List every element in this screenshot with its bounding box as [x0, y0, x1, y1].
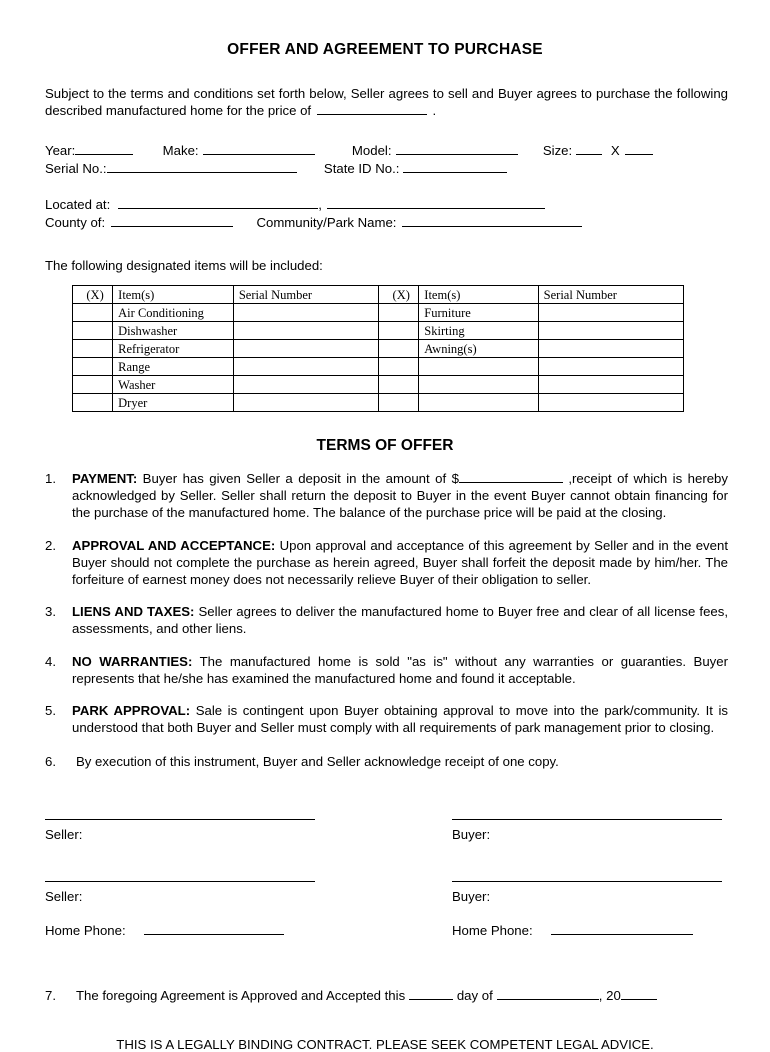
- seller-home-phone-label: Home Phone:: [45, 922, 126, 938]
- legal-notice: THIS IS A LEGALLY BINDING CONTRACT. PLEASE SEEK COMPETENT LEGAL ADVICE.: [116, 1036, 654, 1052]
- header-serial-left: Serial Number: [233, 286, 378, 304]
- price-blank-field[interactable]: [317, 103, 427, 115]
- clause-text: The manufactured home is sold "as is" without any warranties or guaranties. Buyer represents that he/she has examined the manufactured home and found it acceptable.: [72, 653, 728, 686]
- clause-body: [76, 753, 728, 770]
- checkbox-cell-right[interactable]: [379, 394, 419, 412]
- item-label-left: Range: [113, 358, 234, 376]
- clause-park-approval: [0, 702, 770, 736]
- table-row: [73, 304, 684, 322]
- serial-no-label: Serial No.:: [45, 161, 107, 176]
- county-of-label: County of:: [45, 215, 106, 230]
- approval-day-input[interactable]: [409, 988, 453, 1000]
- buyer-signature-column: [452, 819, 722, 938]
- item-label-right: Skirting: [419, 322, 538, 340]
- checkbox-cell-left[interactable]: [73, 322, 113, 340]
- table-row: [73, 376, 684, 394]
- seller-label-1: Seller:: [45, 826, 83, 842]
- serial-cell-right[interactable]: [538, 394, 683, 412]
- seller-signature-column: [45, 819, 315, 938]
- checkbox-cell-right[interactable]: [379, 322, 419, 340]
- approval-text-2: day of: [456, 987, 493, 1003]
- clause-body: [72, 653, 728, 687]
- serial-cell-left[interactable]: [233, 304, 378, 322]
- clause-number: 2.: [45, 537, 56, 553]
- state-id-label: State ID No.:: [323, 161, 400, 176]
- item-label-left: Refrigerator: [113, 340, 234, 358]
- checkbox-cell-right[interactable]: [379, 304, 419, 322]
- model-input[interactable]: [396, 143, 518, 155]
- approval-year-input[interactable]: [621, 988, 657, 1000]
- page-title: OFFER AND AGREEMENT TO PURCHASE: [227, 41, 543, 58]
- located-at-address-input[interactable]: [118, 197, 318, 209]
- clause-body: [76, 987, 728, 1004]
- located-at-comma: ,: [318, 197, 322, 212]
- serial-cell-left[interactable]: [233, 358, 378, 376]
- clause-body: [72, 537, 728, 589]
- community-park-label: Community/Park Name:: [256, 215, 397, 230]
- clause-text: By execution of this instrument, Buyer and Seller acknowledge receipt of one copy.: [76, 754, 559, 770]
- terms-title: TERMS OF OFFER: [316, 437, 454, 454]
- item-label-right: [419, 376, 538, 394]
- serial-cell-left[interactable]: [233, 322, 378, 340]
- clause-number: 3.: [45, 604, 56, 620]
- located-at-city-input[interactable]: [327, 197, 545, 209]
- item-label-right: Furniture: [419, 304, 538, 322]
- items-table-body: [73, 286, 684, 412]
- year-input[interactable]: [75, 143, 133, 155]
- checkbox-cell-left[interactable]: [73, 304, 113, 322]
- seller-label-2: Seller:: [45, 888, 83, 904]
- currency-symbol: $: [451, 471, 459, 486]
- header-x-right: (X): [379, 286, 419, 304]
- located-at-row: [45, 196, 728, 214]
- approval-month-input[interactable]: [497, 988, 599, 1000]
- clause-number: 1.: [45, 471, 56, 486]
- table-row: [73, 340, 684, 358]
- year-label: Year:: [45, 143, 76, 158]
- serial-cell-right[interactable]: [538, 322, 683, 340]
- serial-cell-left[interactable]: [233, 376, 378, 394]
- table-row: [73, 394, 684, 412]
- serial-no-input[interactable]: [107, 161, 297, 173]
- approval-text-1: The foregoing Agreement is Approved and Accepted this: [76, 987, 406, 1003]
- clause-text: Sale is contingent upon Buyer obtaining approval to move into the park/community. It is understood that both Buyer and Seller must comply with all requirements of park management prior to closing.: [72, 703, 729, 736]
- clause-body: [72, 470, 728, 522]
- county-community-row: [45, 214, 728, 232]
- intro-text: Subject to the terms and conditions set forth below, Seller agrees to sell and Buyer agrees to purchase the following described manufactured home for the price of: [45, 86, 728, 118]
- clause-receipt-copy: [0, 753, 770, 770]
- serial-stateid-row: [45, 160, 728, 178]
- located-at-label: Located at:: [45, 197, 111, 212]
- serial-cell-right[interactable]: [538, 340, 683, 358]
- clause-number: 6.: [45, 754, 56, 770]
- clause-heading: PAYMENT:: [72, 471, 138, 486]
- clause-no-warranties: [0, 653, 770, 687]
- clause-approval-date: [0, 987, 770, 1004]
- buyer-home-phone-label: Home Phone:: [452, 922, 533, 938]
- item-label-left: Washer: [113, 376, 234, 394]
- year-make-model-size-row: [45, 142, 728, 160]
- clause-number: 5.: [45, 703, 56, 719]
- item-label-left: Dishwasher: [113, 322, 234, 340]
- clause-approval-acceptance: [0, 537, 770, 589]
- size-width-input[interactable]: [576, 143, 602, 155]
- clause-text-before: Buyer has given Seller a deposit in the amount of: [137, 471, 452, 486]
- checkbox-cell-left[interactable]: [73, 376, 113, 394]
- header-x-left: (X): [73, 286, 113, 304]
- clause-text: Seller agrees to deliver the manufactured home to Buyer free and clear of all license fees, assessments, and other liens.: [72, 604, 728, 637]
- deposit-amount-input[interactable]: [459, 471, 563, 483]
- serial-cell-right[interactable]: [538, 376, 683, 394]
- checkbox-cell-right[interactable]: [379, 340, 419, 358]
- size-separator: X: [610, 143, 620, 158]
- checkbox-cell-left[interactable]: [73, 358, 113, 376]
- clause-heading: PARK APPROVAL:: [72, 703, 191, 719]
- serial-cell-right[interactable]: [538, 304, 683, 322]
- checkbox-cell-left[interactable]: [73, 340, 113, 358]
- items-heading: The following designated items will be included:: [45, 258, 323, 273]
- header-items-right: Item(s): [419, 286, 538, 304]
- table-header-row: [73, 286, 684, 304]
- buyer-phone-row: [452, 904, 722, 938]
- property-fields: [0, 142, 770, 232]
- clause-text: Upon approval and acceptance of this agreement by Seller and in the event Buyer should not complete the purchase as herein agreed, Buyer shall forfeit the deposit made by him/her. The forfeiture of earnest money does not necessarily relieve Buyer of their obligation to seller.: [72, 537, 728, 588]
- state-id-input[interactable]: [403, 161, 507, 173]
- make-input[interactable]: [203, 143, 315, 155]
- checkbox-cell-right[interactable]: [379, 358, 419, 376]
- model-label: Model:: [351, 143, 392, 158]
- clause-liens-taxes: [0, 603, 770, 637]
- header-items-left: Item(s): [113, 286, 234, 304]
- table-row: [73, 358, 684, 376]
- serial-cell-left[interactable]: [233, 340, 378, 358]
- county-of-input[interactable]: [111, 215, 233, 227]
- clause-number: 7.: [45, 987, 56, 1003]
- included-items-table: [72, 285, 684, 412]
- buyer-label-1: Buyer:: [452, 826, 491, 842]
- intro-paragraph: [0, 59, 770, 119]
- item-label-right: [419, 394, 538, 412]
- intro-period: .: [432, 103, 437, 118]
- buyer-label-2: Buyer:: [452, 888, 491, 904]
- clause-body: [72, 702, 728, 736]
- clause-number: 4.: [45, 653, 56, 669]
- item-label-left: Dryer: [113, 394, 234, 412]
- item-label-left: Air Conditioning: [113, 304, 234, 322]
- serial-cell-right[interactable]: [538, 358, 683, 376]
- clause-heading: LIENS AND TAXES:: [72, 604, 195, 620]
- clause-text-after: ,receipt of which is hereby acknowledged by Seller. Seller shall return the deposit to Buyer in the event Buyer cannot obtain financing for the purchase of the manufactured home. The balance of the purchase price will be paid at the closing.: [72, 471, 728, 521]
- serial-cell-left[interactable]: [233, 394, 378, 412]
- size-label: Size:: [542, 143, 573, 158]
- seller-phone-row: [45, 904, 315, 938]
- header-serial-right: Serial Number: [538, 286, 683, 304]
- item-label-right: Awning(s): [419, 340, 538, 358]
- size-length-input[interactable]: [625, 143, 653, 155]
- make-label: Make:: [162, 143, 199, 158]
- checkbox-cell-right[interactable]: [379, 376, 419, 394]
- checkbox-cell-left[interactable]: [73, 394, 113, 412]
- clause-payment: [0, 470, 770, 522]
- clause-heading: APPROVAL AND ACCEPTANCE:: [72, 537, 276, 553]
- clause-body: [72, 603, 728, 637]
- signature-area: [0, 819, 770, 959]
- seller-home-phone-input[interactable]: [144, 923, 284, 935]
- table-row: [73, 322, 684, 340]
- clause-heading: NO WARRANTIES:: [72, 653, 193, 669]
- community-park-input[interactable]: [402, 215, 582, 227]
- item-label-right: [419, 358, 538, 376]
- approval-text-3: , 20: [598, 987, 621, 1003]
- buyer-home-phone-input[interactable]: [551, 923, 693, 935]
